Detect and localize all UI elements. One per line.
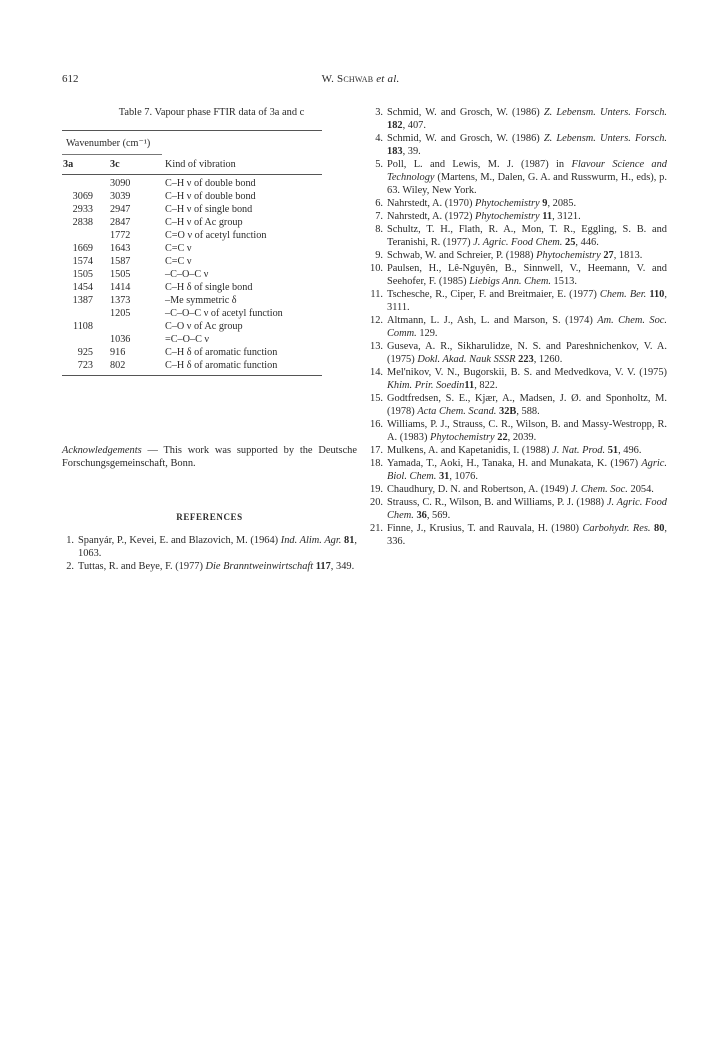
reference-item [371, 223, 667, 249]
reference-end: , 3121. [552, 211, 581, 222]
cell-3a [62, 307, 107, 320]
reference-item [62, 560, 357, 573]
reference-number: 10. [370, 263, 383, 274]
reference-item [371, 340, 667, 366]
reference-end: , 3111. [387, 289, 667, 313]
reference-end: , 336. [387, 523, 667, 547]
running-head-prefix: W. [321, 73, 338, 85]
reference-volume: 31 [438, 471, 450, 482]
reference-journal: Phytochemistry [430, 432, 495, 443]
reference-number: 14. [370, 367, 383, 378]
reference-journal: J. Agric. Food Chem. [473, 237, 563, 248]
cell-3c: 3039 [110, 190, 131, 202]
reference-volume: 11 [464, 380, 475, 391]
reference-volume: 80 [654, 523, 665, 534]
reference-volume: 110 [649, 289, 665, 300]
cell-3c: 802 [110, 359, 126, 371]
references-title: REFERENCES [176, 511, 243, 522]
cell-3a: 1454 [72, 281, 93, 293]
reference-end: , 569. [426, 510, 451, 521]
reference-end: , 407. [402, 120, 426, 131]
table-row [62, 294, 322, 307]
references-left [62, 534, 357, 573]
reference-number: 21. [370, 523, 383, 534]
reference-number: 19. [370, 484, 383, 495]
reference-item [371, 418, 667, 444]
page-number: 612 [62, 73, 79, 85]
reference-number: 2. [66, 560, 74, 572]
reference-item [371, 392, 667, 418]
reference-volume: 11 [542, 211, 553, 222]
reference-number: 17. [370, 445, 383, 456]
reference-end: 129. [419, 328, 438, 339]
left-column [62, 106, 357, 573]
reference-item [371, 197, 667, 210]
table-row [62, 281, 322, 294]
reference-journal: Liebigs Ann. Chem. [469, 276, 551, 287]
cell-3a [62, 229, 107, 242]
reference-authors: Schwab, W. and Schreier, P. (1988) [387, 250, 537, 261]
running-head [0, 72, 721, 87]
reference-item [371, 444, 667, 457]
cell-kind: –Me symmetric δ [165, 294, 237, 306]
cell-3c: 1505 [110, 268, 131, 280]
cell-3c: 1772 [110, 229, 131, 241]
reference-number: 5. [375, 159, 383, 170]
cell-3a: 925 [77, 346, 93, 358]
reference-number: 8. [375, 224, 383, 235]
reference-volume: 22 [497, 432, 508, 443]
reference-journal: Carbohydr. Res. [582, 523, 651, 534]
cell-3c: 916 [110, 346, 126, 358]
table-row [62, 320, 322, 333]
cell-3a: 1574 [72, 255, 93, 267]
reference-item [371, 210, 667, 223]
acknowledgements [62, 444, 357, 470]
right-column [371, 106, 667, 548]
reference-volume: 36 [416, 510, 427, 521]
references-right [371, 106, 667, 548]
cell-kind: C–H ν of double bond [165, 190, 256, 202]
reference-authors: Schmid, W. and Grosch, W. (1986) [387, 133, 544, 144]
table-row [62, 190, 322, 203]
cell-3c: 1643 [110, 242, 131, 254]
reference-number: 11. [370, 289, 383, 300]
table-row [62, 346, 322, 359]
cell-3c: 2847 [110, 216, 131, 228]
reference-item [371, 457, 667, 483]
reference-end: 1513. [553, 276, 577, 287]
cell-3c: 3090 [110, 177, 131, 189]
reference-volume: 81 [344, 534, 355, 546]
reference-end: , 446. [575, 237, 599, 248]
cell-kind: C–H ν of Ac group [165, 216, 243, 228]
table-caption: Table 7. Vapour phase FTIR data of 3a and c [118, 107, 305, 118]
table-group-header: Wavenumber (cm⁻¹) [66, 137, 151, 149]
reference-end: , 2039. [507, 432, 537, 443]
reference-item [371, 288, 667, 314]
cell-kind: –C–O–C ν of acetyl function [165, 307, 283, 319]
reference-number: 7. [375, 211, 383, 222]
cell-kind: C–H δ of aromatic function [165, 359, 278, 371]
cell-kind: C–O ν of Ac group [165, 320, 243, 332]
reference-volume: 27 [603, 250, 614, 261]
reference-number: 6. [375, 198, 383, 209]
reference-authors: Tuttas, R. and Beye, F. (1977) [78, 560, 206, 572]
cell-3a: 1505 [72, 268, 93, 280]
reference-item [371, 262, 667, 288]
reference-journal: Z. Lebensm. Unters. Forsch. [543, 107, 667, 118]
reference-authors: Yamada, T., Aoki, H., Tanaka, H. and Munakata, K. (1967) [387, 458, 642, 469]
reference-end: , 588. [516, 406, 540, 417]
reference-authors: Nahrstedt, A. (1972) [387, 211, 476, 222]
cell-3a: 1108 [73, 320, 93, 332]
table-row [62, 216, 322, 229]
reference-item [371, 106, 667, 132]
table-row [62, 177, 322, 190]
reference-journal: Die Branntweinwirtschaft [205, 560, 314, 572]
acknowledgements-label: Acknowledgements [62, 444, 142, 456]
acknowledgements-text: — This work was supported by the Deutsche Forschungsgemeinschaft, Bonn. [62, 444, 357, 469]
cell-3a: 723 [77, 359, 93, 371]
reference-authors: Schmid, W. and Grosch, W. (1986) [387, 107, 544, 118]
reference-number: 13. [370, 341, 383, 352]
reference-authors: Tschesche, R., Ciper, F. and Breitmaier, E. (1977) [387, 289, 600, 300]
reference-item [62, 534, 357, 560]
cell-3c: 1036 [110, 333, 131, 345]
cell-3a: 2933 [72, 203, 93, 215]
reference-number: 18. [370, 458, 383, 469]
reference-authors: Paulsen, H., Lê-Nguyên, B., Sinnwell, V., Heemann, V. and Seehofer, F. (1985) [387, 263, 667, 287]
table-row [62, 229, 322, 242]
reference-number: 15. [370, 393, 383, 404]
reference-authors: Altmann, L. J., Ash, L. and Marson, S. (1974) [387, 315, 598, 326]
reference-end: (Martens, M., Dalen, G. A. and Russwurm, H., eds), p. 63. Wiley, New York. [387, 172, 667, 196]
reference-journal: Agric. Biol. Chem. [387, 458, 667, 482]
reference-item [371, 132, 667, 158]
reference-end: , 1063. [78, 534, 357, 559]
reference-volume: 223 [518, 354, 534, 365]
cell-kind: C–H δ of single bond [165, 281, 253, 293]
ftir-table [62, 130, 322, 376]
reference-journal: Ind. Alim. Agr. [280, 534, 342, 546]
reference-number: 12. [370, 315, 383, 326]
reference-item [371, 249, 667, 262]
reference-journal: J. Nat. Prod. [552, 445, 606, 456]
reference-number: 1. [66, 534, 74, 546]
reference-volume: 51 [607, 445, 619, 456]
cell-3c [107, 320, 165, 333]
cell-kind: C–H ν of double bond [165, 177, 256, 189]
table-row [62, 255, 322, 268]
cell-3c: 1587 [110, 255, 131, 267]
reference-authors: Finne, J., Krusius, T. and Rauvala, H. (1980) [387, 523, 583, 534]
reference-authors: Strauss, C. R., Wilson, B. and Williams, P. J. (1988) [387, 497, 607, 508]
reference-end: , 1813. [613, 250, 643, 261]
reference-authors: Godtfredsen, S. E., Kjær, A., Madsen, J. Ø. and Sponholtz, M. (1978) [387, 393, 667, 417]
reference-authors: Williams, P. J., Strauss, C. R., Wilson, B. and Massy-Westropp, R. A. (1983) [387, 419, 667, 443]
reference-journal: J. Agric. Food Chem. [387, 497, 667, 521]
cell-kind: C=O ν of acetyl function [165, 229, 267, 241]
reference-authors: Chaudhury, D. N. and Robertson, A. (1949) [387, 484, 572, 495]
cell-3a [62, 333, 107, 346]
reference-volume: 183 [387, 146, 403, 157]
reference-item [371, 483, 667, 496]
column-header-kind: Kind of vibration [165, 158, 236, 170]
reference-number: 9. [375, 250, 383, 261]
reference-journal: Khim. Prir. Soedin [387, 380, 465, 391]
reference-end: , 349. [330, 560, 355, 572]
reference-journal: Phytochemistry [475, 211, 540, 222]
table-row [62, 307, 322, 320]
reference-end: , 39. [402, 146, 421, 157]
cell-3c: 2947 [110, 203, 131, 215]
reference-number: 20. [370, 497, 383, 508]
cell-3a: 1669 [72, 242, 93, 254]
reference-journal: Chem. Ber. [599, 289, 647, 300]
cell-3a: 1387 [72, 294, 93, 306]
reference-journal: Flavour Science and Technology [387, 159, 668, 183]
table-column-headers [62, 155, 322, 175]
running-head-suffix: et al. [373, 73, 400, 85]
reference-authors: Spanyár, P., Kevei, E. and Blazovich, M. (1964) [78, 534, 281, 546]
reference-journal: Phytochemistry [475, 198, 540, 209]
reference-item [371, 314, 667, 340]
reference-authors: Mulkens, A. and Kapetanidis, I. (1988) [387, 445, 553, 456]
reference-journal: Acta Chem. Scand. [417, 406, 497, 417]
reference-authors: Nahrstedt, A. (1970) [387, 198, 476, 209]
table-row [62, 333, 322, 346]
reference-journal: Phytochemistry [536, 250, 601, 261]
reference-volume: 9 [542, 198, 548, 209]
reference-journal: Dokl. Akad. Nauk SSSR [417, 354, 516, 365]
reference-end: , 496. [618, 445, 642, 456]
running-head-author: Schwab [337, 73, 374, 85]
table-row [62, 203, 322, 216]
cell-3a: 3069 [72, 190, 93, 202]
reference-authors: Schultz, T. H., Flath, R. A., Mon, T. R., Eggling, S. B. and Teranishi, R. (1977) [387, 224, 667, 248]
cell-kind: C–H ν of single bond [165, 203, 253, 215]
table-top-rule [62, 130, 322, 154]
table-row [62, 359, 322, 372]
reference-authors: Mel'nikov, V. N., Bugorskii, B. S. and Medvedkova, V. V. (1975) [387, 367, 667, 378]
cell-kind: C=C ν [165, 242, 192, 254]
reference-end: , 2085. [547, 198, 577, 209]
cell-kind: C–H δ of aromatic function [165, 346, 278, 358]
reference-number: 4. [375, 133, 383, 144]
cell-kind: C=C ν [165, 255, 192, 267]
reference-item [371, 496, 667, 522]
cell-3c: 1205 [110, 307, 131, 319]
cell-3c: 1373 [110, 294, 131, 306]
reference-journal: Am. Chem. Soc. Comm. [387, 315, 667, 339]
table-row [62, 268, 322, 281]
reference-authors: Guseva, A. R., Sikharulidze, N. S. and Pareshnichenkov, V. A. (1975) [387, 341, 667, 365]
reference-item [371, 366, 667, 392]
cell-3c: 1414 [110, 281, 131, 293]
reference-end: , 822. [474, 380, 498, 391]
cell-kind: =C–O–C ν [165, 333, 210, 345]
table-bottom-rule [62, 372, 322, 376]
column-header-3c: 3c [110, 158, 120, 170]
reference-volume: 25 [565, 237, 576, 248]
cell-3a [62, 177, 107, 190]
column-header-3a: 3a [63, 158, 74, 170]
reference-item [371, 522, 667, 548]
reference-journal: Z. Lebensm. Unters. Forsch. [543, 133, 667, 144]
reference-volume: 182 [387, 120, 403, 131]
reference-end: 2054. [630, 484, 654, 495]
reference-end: , 1260. [533, 354, 563, 365]
table-row [62, 242, 322, 255]
cell-kind: –C–O–C ν [165, 268, 209, 280]
reference-journal: J. Chem. Soc. [571, 484, 628, 495]
cell-3a: 2838 [72, 216, 93, 228]
reference-volume: 32B [499, 406, 517, 417]
reference-number: 16. [370, 419, 383, 430]
reference-item [371, 158, 667, 197]
reference-volume: 117 [315, 560, 331, 572]
reference-number: 3. [375, 107, 383, 118]
reference-end: , 1076. [449, 471, 478, 482]
reference-authors: Poll, L. and Lewis, M. J. (1987) in [387, 159, 572, 170]
